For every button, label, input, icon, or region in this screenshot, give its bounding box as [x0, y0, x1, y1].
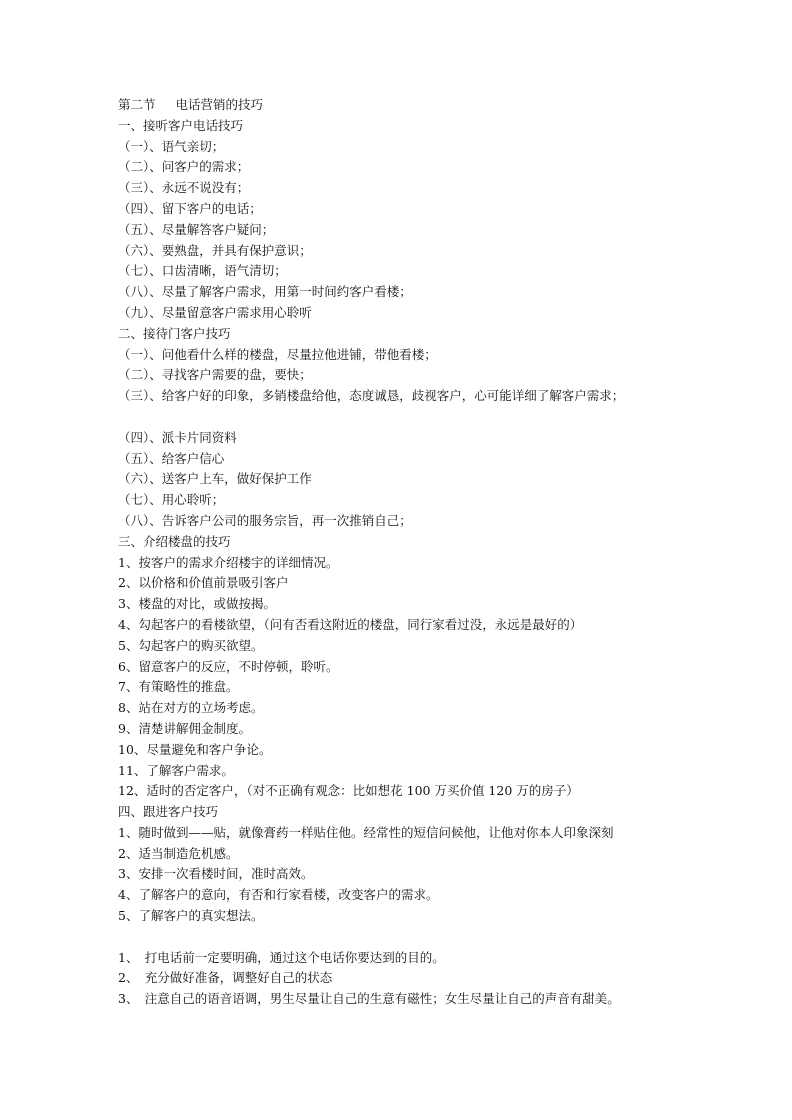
text-line: 四、跟进客户技巧 [118, 804, 219, 820]
section-heading [118, 95, 758, 116]
text-line: 7、有策略性的推盘。 [118, 679, 239, 695]
text-line: 3、楼盘的对比，或做按揭。 [118, 596, 276, 612]
text-line: （六）、要熟盘，并具有保护意识； [118, 242, 312, 258]
blank-line [118, 407, 758, 428]
text-line: 10、尽量避免和客户争论。 [118, 741, 272, 757]
text-line: （五）、给客户信心 [118, 450, 225, 466]
text-line: （七）、用心聆听； [118, 492, 225, 508]
text-line: 2、 充分做好准备，调整好自己的状态 [118, 970, 333, 986]
text-line: （三）、永远不说没有； [118, 180, 250, 196]
text-line: 1、 打电话前一定要明确，通过这个电话你要达到的目的。 [118, 949, 445, 965]
blank-line [118, 927, 758, 948]
text-line: （六）、送客户上车，做好保护工作 [118, 471, 312, 487]
text-line: （三）、给客户好的印象，多销楼盘给他，态度诚恳，歧视客户，心可能详细了解客户需求； [118, 388, 625, 404]
text-line: （一）、问他看什么样的楼盘，尽量拉他进铺，带他看楼； [118, 346, 437, 362]
text-line: 8、站在对方的立场考虑。 [118, 700, 264, 716]
text-line: （一）、语气亲切； [118, 138, 225, 154]
text-line: 三、介绍楼盘的技巧 [118, 533, 231, 549]
text-line: 9、清楚讲解佣金制度。 [118, 720, 251, 736]
text-line: 1、按客户的需求介绍楼宇的详细情况。 [118, 554, 339, 570]
text-line: （五）、尽量解答客户疑问； [118, 221, 275, 237]
text-lines [118, 116, 758, 1010]
text-line: （四）、留下客户的电话； [118, 200, 262, 216]
text-line: 3、安排一次看楼时间，准时高效。 [118, 866, 314, 882]
text-line: 11、了解客户需求。 [118, 762, 234, 778]
text-line: 4、了解客户的意向，有否和行家看楼，改变客户的需求。 [118, 887, 439, 903]
text-line: （八）、尽量了解客户需求，用第一时间约客户看楼； [118, 284, 412, 300]
section-number: 第二节 [118, 97, 156, 112]
text-line: 3、 注意自己的语音语调，男生尽量让自己的生意有磁性；女生尽量让自己的声音有甜美。 [118, 991, 620, 1007]
text-line: （四）、派卡片同资料 [118, 429, 237, 445]
text-line: 12、适时的否定客户，（对不正确有观念：比如想花 100 万买价值 120 万的房子） [118, 783, 579, 799]
text-line: 二、接待门客户技巧 [118, 325, 231, 341]
document-body [118, 95, 758, 1010]
section-title: 电话营销的技巧 [175, 97, 264, 112]
text-line: 2、适当制造危机感。 [118, 845, 239, 861]
text-line: 2、以价格和价值前景吸引客户 [118, 575, 289, 591]
text-line: （八）、告诉客户公司的服务宗旨，再一次推销自己； [118, 512, 412, 528]
text-line: 5、勾起客户的购买欲望。 [118, 637, 264, 653]
text-line: （二）、问客户的需求； [118, 159, 250, 175]
text-line: 1、随时做到——贴，就像膏药一样贴住他。经常性的短信问候他，让他对你本人印象深刻 [118, 824, 614, 840]
text-line: 4、勾起客户的看楼欲望，（问有否看这附近的楼盘，同行家看过没，永远是最好的） [118, 616, 583, 632]
text-line: （二）、寻找客户需要的盘，要快； [118, 367, 312, 383]
text-line: （九）、尽量留意客户需求用心聆听 [118, 304, 312, 320]
text-line: （七）、口齿清晰，语气清切； [118, 263, 287, 279]
text-line: 一、接听客户电话技巧 [118, 117, 244, 133]
text-line: 5、了解客户的真实想法。 [118, 908, 264, 924]
text-line: 6、留意客户的反应，不时停顿，聆听。 [118, 658, 339, 674]
